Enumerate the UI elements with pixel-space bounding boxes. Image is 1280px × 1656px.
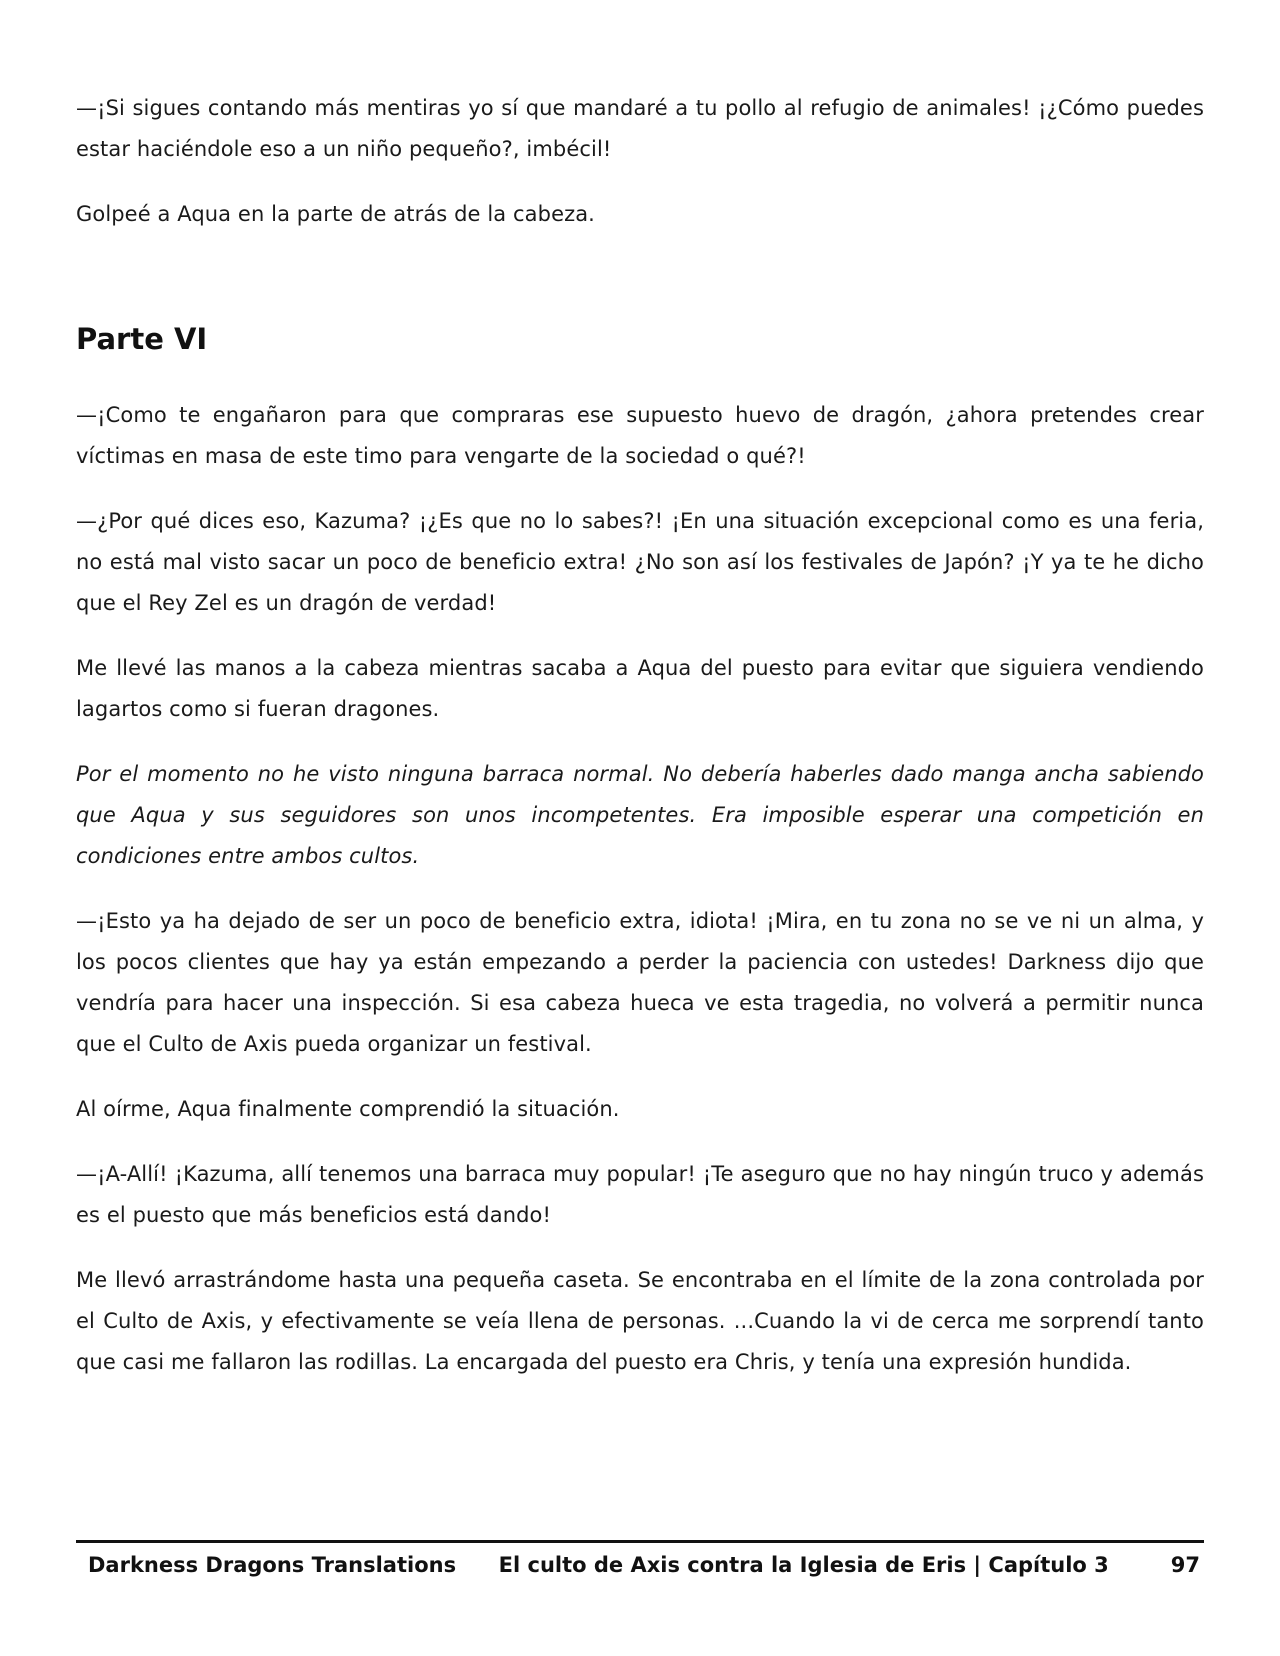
footer-right-group <box>499 1553 1200 1577</box>
page-number: 97 <box>1170 1553 1200 1577</box>
paragraph: Golpeé a Aqua en la parte de atrás de la cabeza. <box>76 202 595 226</box>
footer-chapter-title: El culto de Axis contra la Iglesia de Eris | Capítulo 3 <box>498 1553 1109 1577</box>
footer-row <box>76 1543 1204 1577</box>
section-heading: Parte VI <box>76 322 208 356</box>
paragraph: —¡Esto ya ha dejado de ser un poco de beneficio extra, idiota! ¡Mira, en tu zona no se ve ni un alma, y los pocos clientes que hay ya están empezando a perder la paciencia con ustedes! Darkness dijo que vendría para hacer una inspección. Si esa cabeza hueca ve esta tragedia, no volverá a permitir nunca que el Culto de Axis pueda organizar un festival. <box>76 909 1204 1056</box>
paragraph: —¿Por qué dices eso, Kazuma? ¡¿Es que no lo sabes?! ¡En una situación excepcional como es una feria, no está mal visto sacar un poco de beneficio extra! ¿No son así los festivales de Japón? ¡Y ya te he dicho que el Rey Zel es un dragón de verdad! <box>76 509 1204 615</box>
paragraph: —¡Como te engañaron para que compraras ese supuesto huevo de dragón, ¿ahora pretendes crear víctimas en masa de este timo para vengarte de la sociedad o qué?! <box>76 403 1204 468</box>
page-footer <box>76 1540 1204 1577</box>
italic-paragraph: Por el momento no he visto ninguna barraca normal. No debería haberles dado manga ancha sabiendo que Aqua y sus seguidores son unos incompetentes. Era imposible esperar una competición en condiciones entre ambos cultos. <box>76 762 1204 868</box>
page-body <box>76 88 1204 1407</box>
paragraph: Me llevé las manos a la cabeza mientras sacaba a Aqua del puesto para evitar que siguiera vendiendo lagartos como si fueran dragones. <box>76 656 1204 721</box>
paragraph: Me llevó arrastrándome hasta una pequeña caseta. Se encontraba en el límite de la zona controlada por el Culto de Axis, y efectivamente se veía llena de personas. ...Cuando la vi de cerca me sorprendí tanto que casi me fallaron las rodillas. La encargada del puesto era Chris, y tenía una expresión hundida. <box>76 1268 1204 1374</box>
paragraph: —¡A-Allí! ¡Kazuma, allí tenemos una barraca muy popular! ¡Te aseguro que no hay ningún truco y además es el puesto que más beneficios está dando! <box>76 1162 1204 1227</box>
paragraph: —¡Si sigues contando más mentiras yo sí que mandaré a tu pollo al refugio de animales! ¡¿Cómo puedes estar haciéndole eso a un niño pequeño?, imbécil! <box>76 96 1204 161</box>
footer-translator: Darkness Dragons Translations <box>88 1553 457 1577</box>
paragraph: Al oírme, Aqua finalmente comprendió la situación. <box>76 1097 620 1121</box>
